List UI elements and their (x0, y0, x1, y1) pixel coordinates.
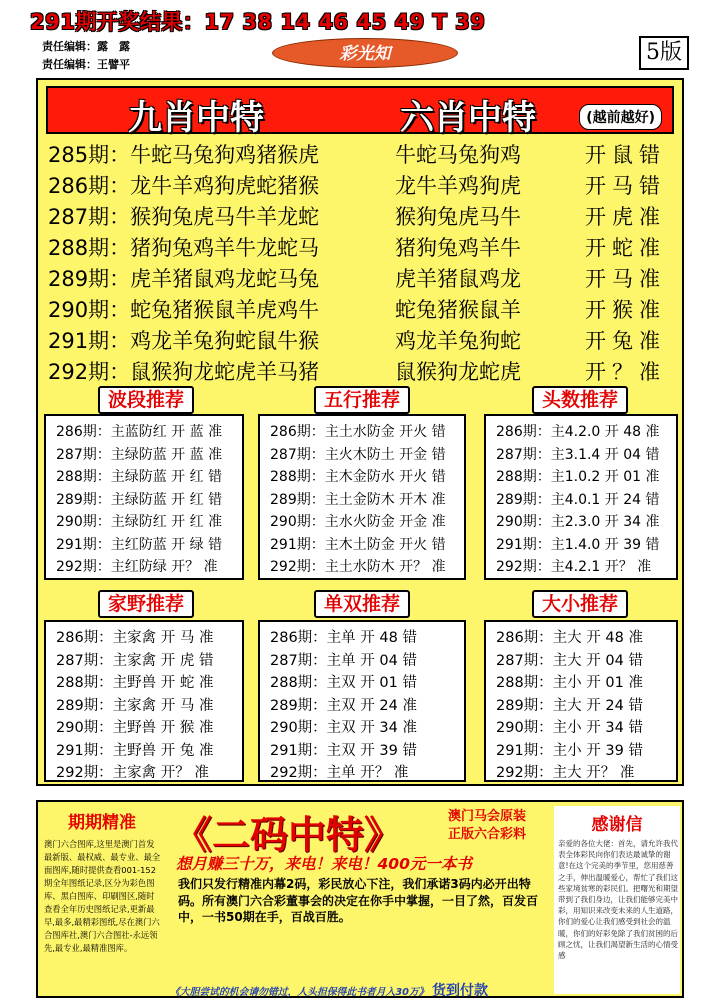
six-cell: 鸡龙羊兔狗蛇 (395, 328, 521, 353)
list-item: 291期：主野兽 开 兔 准 (56, 742, 214, 759)
thanks-text: 亲爱的各位大佬：首先，请允许我代表全体彩民向你们表达最诚挚的谢意!在这个完美的季节里，您用慈善之手，伸出温暖爱心，帮忙了我们这些家境贫寒的彩民们。把曙光和期望带到了我们身边，让我们能够完美中彩，用知识来改变未来的人生道路，你们的爱心让我们感受到社会的温暖，你们的好彩免除了我们贫困的后顾之忧，让我们渴望新生活的心情受感 (558, 839, 678, 961)
list-item: 286期：主大 开 48 准 (496, 630, 643, 646)
result-cell: 开鼠错 (585, 142, 666, 167)
editor-line-2: 责任编辑：王譬平 (42, 58, 130, 71)
jiaye-box (44, 620, 244, 782)
list-item: 286期：主单 开 48 错 (270, 630, 417, 646)
toushu-box (484, 414, 678, 580)
table-row (48, 169, 676, 200)
editor-line-1: 责任编辑：露 露 (42, 40, 130, 53)
result-cell: 开马准 (585, 266, 666, 291)
nine-cell: 287期：猴狗兔虎马牛羊龙蛇 (48, 204, 320, 229)
edition-badge: 5版 (639, 36, 689, 70)
list-item: 287期：主大 开 04 错 (496, 652, 643, 669)
six-cell: 猪狗兔鸡羊牛 (395, 235, 521, 260)
banner-note: (越前越好) (579, 104, 662, 130)
list-item: 289期：主大 开 24 错 (496, 697, 643, 714)
list-item: 286期：主蓝防红 开 蓝 准 (56, 424, 223, 440)
list-item: 289期：主双 开 24 准 (270, 697, 417, 714)
jiaye-title: 家野推荐 (98, 590, 194, 618)
center-ad (166, 804, 551, 999)
six-zodiac-title: 六肖中特 (400, 98, 536, 138)
list-item: 290期：主绿防红 开 红 准 (56, 514, 223, 530)
list-item: 288期：主野兽 开 蛇 准 (56, 675, 214, 691)
wuxing-title: 五行推荐 (314, 386, 410, 414)
list-item: 287期：主家禽 开 虎 错 (56, 652, 214, 669)
list-item: 290期：主小 开 34 错 (496, 720, 643, 736)
result-cell: 开虎准 (585, 204, 666, 229)
boduan-box (44, 414, 244, 580)
nine-cell: 285期：牛蛇马兔狗鸡猪猴虎 (48, 142, 320, 167)
daxiao-box (484, 620, 678, 782)
nine-cell: 288期：猪狗兔鸡羊牛龙蛇马 (48, 235, 320, 260)
six-cell: 蛇兔猪猴鼠羊 (395, 297, 521, 322)
table-row (48, 355, 676, 386)
nine-cell: 286期：龙牛羊鸡狗虎蛇猪猴 (48, 173, 320, 198)
result-cell: 开马错 (585, 173, 666, 198)
list-item: 292期：主单 开？ 准 (270, 765, 409, 781)
list-item: 290期：主水火防金 开金 准 (270, 514, 446, 530)
six-cell: 龙牛羊鸡狗虎 (395, 173, 521, 198)
left-ad-title: 期期精准 (68, 813, 136, 833)
result-cell: 开蛇准 (585, 235, 666, 260)
danshuang-title: 单双推荐 (314, 590, 410, 618)
foot-cod: 货到付款 (431, 983, 488, 999)
bottom-panel (36, 800, 684, 998)
list-item: 291期：主木土防金 开火 错 (270, 536, 446, 553)
table-row (48, 293, 676, 324)
table-row (48, 324, 676, 355)
draw-result: 291期开奖结果：17 38 14 46 45 49 T 39 (30, 10, 486, 34)
list-item: 292期：主4.2.1 开？ 准 (496, 559, 652, 575)
list-item: 287期：主火木防土 开金 错 (270, 446, 446, 463)
title-banner (46, 86, 674, 138)
main-panel (36, 78, 684, 786)
result-cell: 开兔准 (585, 328, 666, 353)
result-cell: 开猴准 (585, 297, 666, 322)
center-ad-slogan: 想月赚三十万，来电！来电！400元一本书 (176, 855, 472, 873)
list-item: 288期：主1.0.2 开 01 准 (496, 469, 660, 485)
list-item: 286期：主家禽 开 马 准 (56, 630, 214, 646)
list-item: 290期：主2.3.0 开 34 准 (496, 514, 660, 530)
six-cell: 虎羊猪鼠鸡龙 (395, 266, 521, 291)
six-cell: 鼠猴狗龙蛇虎 (395, 359, 521, 384)
center-ad-foot (170, 980, 488, 1000)
list-item: 287期：主绿防蓝 开 蓝 准 (56, 446, 223, 463)
result-cell: 开？准 (585, 359, 666, 384)
list-item: 290期：主野兽 开 猴 准 (56, 720, 214, 736)
list-item: 290期：主双 开 34 准 (270, 720, 417, 736)
nine-zodiac-title: 九肖中特 (128, 98, 264, 138)
boduan-title: 波段推荐 (98, 386, 194, 414)
table-row (48, 231, 676, 262)
nine-cell: 292期：鼠猴狗龙蛇虎羊马猪 (48, 359, 320, 384)
center-ad-title: 《二码中特》 (174, 813, 403, 857)
list-item: 288期：主木金防水 开火 错 (270, 469, 446, 485)
daxiao-title: 大小推荐 (532, 590, 628, 618)
table-row (48, 200, 676, 231)
prediction-table (48, 138, 676, 386)
list-item: 287期：主3.1.4 开 04 错 (496, 446, 660, 463)
nine-cell: 290期：蛇兔猪猴鼠羊虎鸡牛 (48, 297, 320, 322)
list-item: 291期：主小 开 39 错 (496, 742, 643, 759)
list-item: 292期：主大 开？ 准 (496, 765, 635, 781)
left-ad-text: 澳门六合图库,这里是澳门首发最新版、最权威、最专业、最全面图库,随时提供查看001-152期全年图纸记录,区分为彩色图库、黑白图库、印刷图区,随时查看全年历史图纸记录,更新最早,最多,最精彩图纸,尽在澳门六合图库社,澳门六合图社-永远领先,最专业,最精准图库。 (44, 839, 161, 953)
table-row (48, 138, 676, 169)
table-row (48, 262, 676, 293)
brand-logo: 彩光知 (272, 38, 458, 68)
thanks-letter (554, 806, 680, 994)
list-item: 292期：主家禽 开？ 准 (56, 765, 209, 781)
list-item: 287期：主单 开 04 错 (270, 652, 417, 669)
list-item: 286期：主土水防金 开火 错 (270, 424, 446, 440)
list-item: 288期：主绿防蓝 开 红 错 (56, 469, 223, 485)
center-ad-text: 我们只发行精准内幕2码，彩民放心下注，我们承诺3码内必开出特码。所有澳门六合彩董事会的决定在你手中掌握，一目了然，百发百中，一书50期在手，百战百胜。 (178, 877, 539, 924)
list-item: 292期：主红防绿 开？ 准 (56, 559, 218, 575)
list-item: 291期：主红防蓝 开 绿 错 (56, 536, 223, 553)
nine-cell: 289期：虎羊猪鼠鸡龙蛇马兔 (48, 266, 320, 291)
list-item: 289期：主家禽 开 马 准 (56, 697, 214, 714)
foot-text: 《大胆尝试的机会请勿错过，人头担保得此书者月入30万》 (170, 987, 429, 998)
list-item: 289期：主4.0.1 开 24 错 (496, 491, 660, 508)
side-line-1: 澳门马会原装 (448, 809, 527, 824)
six-cell: 猴狗兔虎马牛 (395, 204, 521, 229)
wuxing-box (258, 414, 466, 580)
list-item: 286期：主4.2.0 开 48 准 (496, 424, 660, 440)
list-item: 289期：主绿防蓝 开 红 错 (56, 491, 223, 508)
list-item: 292期：主土水防木 开？ 准 (270, 559, 446, 575)
list-item: 288期：主小 开 01 准 (496, 675, 643, 691)
side-line-2: 正版六合彩料 (448, 827, 527, 842)
list-item: 291期：主双 开 39 错 (270, 742, 417, 759)
nine-cell: 291期：鸡龙羊兔狗蛇鼠牛猴 (48, 328, 320, 353)
center-ad-side (448, 808, 526, 844)
list-item: 291期：主1.4.0 开 39 错 (496, 536, 660, 553)
list-item: 288期：主双 开 01 错 (270, 675, 417, 691)
thanks-title: 感谢信 (591, 815, 643, 835)
danshuang-box (258, 620, 466, 782)
toushu-title: 头数推荐 (532, 386, 628, 414)
list-item: 289期：主土金防木 开木 准 (270, 491, 446, 508)
six-cell: 牛蛇马兔狗鸡 (395, 142, 521, 167)
